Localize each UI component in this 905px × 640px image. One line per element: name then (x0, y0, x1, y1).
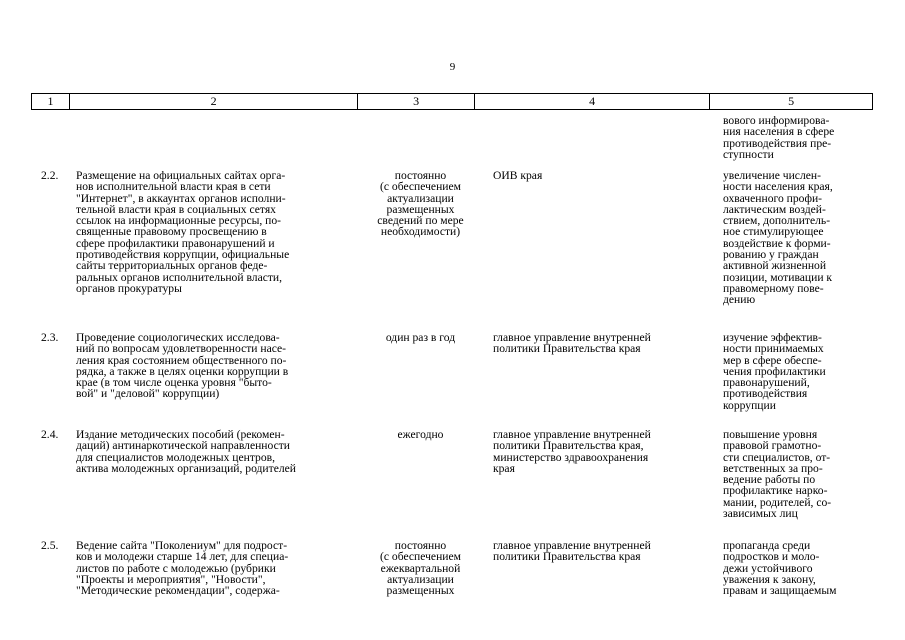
description-cell (76, 540, 288, 596)
row-number: 2.4. (41, 428, 59, 441)
term-cell (359, 332, 482, 343)
text-line: актуализации (387, 572, 454, 586)
text-line: края (493, 461, 515, 475)
text-line: лактическим воздей- (723, 202, 826, 216)
text-line: рядка, а также в целях оценки коррупции в (76, 364, 289, 378)
row-number: 2.2. (41, 169, 59, 182)
text-line: ков и молодежи старше 14 лет, для специа- (76, 550, 289, 564)
text-line: вового информирова- (723, 114, 830, 127)
column-header-3: 3 (358, 94, 475, 109)
text-line: противодействия пре- (723, 136, 832, 150)
text-line: дению (723, 293, 756, 307)
continuation-result-cell (723, 115, 834, 160)
text-line: коррупции (723, 398, 776, 412)
text-line: увеличение числен- (723, 169, 821, 182)
text-line: Издание методических пособий (рекомен- (76, 428, 285, 441)
text-line: позиции, мотивации к (723, 270, 833, 284)
executor-cell (493, 540, 651, 563)
text-line: мании, родителей, со- (723, 495, 832, 509)
text-line: ное стимулирующее (723, 225, 824, 239)
text-line: (с обеспечением (380, 550, 461, 564)
text-line: ствием, дополнитель- (723, 214, 831, 228)
text-line: пропаганда среди (723, 539, 811, 552)
text-line: правомерному пове- (723, 281, 824, 295)
text-line: вой" и "деловой" коррупции) (76, 387, 220, 401)
executor-cell (493, 170, 542, 181)
text-line: министерство здравоохранения (493, 450, 649, 464)
text-line: крае (в том числе оценка уровня "быто- (76, 376, 272, 390)
text-line: профилактике нарко- (723, 484, 828, 498)
text-line: "Методические рекомендации", содержа- (76, 584, 280, 598)
text-line: правам и защищаемым (723, 584, 837, 598)
text-line: размещенных (386, 584, 455, 598)
table-header-row (31, 93, 873, 110)
text-line: ния населения в сфере (723, 125, 835, 139)
text-line: ежегодно (397, 428, 444, 441)
text-line: Размещение на официальных сайтах орга- (76, 169, 286, 182)
row-number: 2.5. (41, 539, 59, 552)
text-line: политики Правительства края, (493, 439, 644, 453)
text-line: охваченного профи- (723, 191, 823, 205)
column-header-2: 2 (70, 94, 358, 109)
text-line: активной жизненной (723, 259, 827, 273)
text-line: ральных органов исполнительной власти, (76, 270, 283, 284)
text-line: (с обеспечением (380, 180, 461, 194)
text-line: сведений по мере (377, 214, 464, 228)
text-line: священные правовому просвещению в (76, 225, 267, 239)
text-line: главное управление внутренней (493, 539, 651, 552)
text-line: мер в сфере обеспе- (723, 353, 822, 367)
text-line: даций) антинаркотической направленности (76, 439, 291, 453)
executor-cell (493, 429, 651, 474)
description-cell (76, 170, 289, 294)
text-line: необходимости) (380, 225, 461, 239)
text-line: ведение работы по (723, 473, 816, 487)
row-number: 2.3. (41, 331, 59, 344)
result-cell (723, 170, 833, 306)
text-line: ссылок на информационные ресурсы, по- (76, 214, 282, 228)
text-line: ности принимаемых (723, 342, 824, 356)
text-line: сфере профилактики правонарушений и (76, 236, 275, 250)
text-line: органов прокуратуры (76, 281, 182, 295)
text-line: повышение уровня (723, 428, 818, 441)
description-cell (76, 429, 296, 474)
text-line: ления края состоянием общественного по- (76, 353, 287, 367)
text-line: чения профилактики (723, 364, 826, 378)
text-line: политики Правительства края (493, 550, 641, 564)
text-line: изучение эффектив- (723, 331, 822, 344)
text-line: сти специалистов, от- (723, 450, 831, 464)
term-cell (359, 429, 482, 440)
term-cell (359, 170, 482, 238)
text-line: рованию у граждан (723, 248, 819, 262)
text-line: ности населения края, (723, 180, 833, 194)
text-line: правовой грамотно- (723, 439, 822, 453)
text-line: "Интернет", в аккаунтах органов исполни- (76, 191, 286, 205)
executor-cell (493, 332, 651, 355)
text-line: ОИВ края (493, 169, 543, 182)
result-cell (723, 332, 826, 411)
text-line: нов исполнительной власти края в сети (76, 180, 271, 194)
text-line: правонарушений, (723, 376, 810, 390)
column-header-5: 5 (788, 94, 795, 108)
text-line: подростков и моло- (723, 550, 820, 564)
text-line: ступности (723, 147, 774, 161)
text-line: размещенных (386, 202, 455, 216)
column-header-1: 1 (32, 94, 70, 109)
description-cell (76, 332, 288, 400)
text-line: актива молодежных организаций, родителей (76, 461, 296, 475)
term-cell (359, 540, 482, 596)
text-line: Проведение социологических исследова- (76, 331, 280, 344)
text-line: ежеквартальной (380, 561, 461, 575)
text-line: противодействия (723, 387, 808, 401)
text-line: постоянно (394, 539, 447, 552)
text-line: дежи устойчивого (723, 561, 813, 575)
text-line: ветственных за про- (723, 461, 823, 475)
text-line: воздействие к форми- (723, 236, 831, 250)
column-header-4: 4 (475, 94, 710, 109)
result-cell (723, 429, 831, 519)
text-line: уважения к закону, (723, 572, 816, 586)
text-line: актуализации (387, 191, 454, 205)
page-number: 9 (449, 61, 456, 73)
text-line: "Проекты и мероприятия", "Новости", (76, 572, 266, 586)
text-line: один раз в год (385, 331, 456, 344)
text-line: тельной власти края в социальных сетях (76, 202, 276, 216)
text-line: листов по работе с молодежью (рубрики (76, 561, 276, 575)
text-line: главное управление внутренней (493, 331, 651, 344)
result-cell (723, 540, 837, 596)
text-line: зависимых лиц (723, 507, 798, 521)
text-line: противодействия коррупции, официальные (76, 248, 290, 262)
text-line: сайты территориальных органов феде- (76, 259, 268, 273)
text-line: главное управление внутренней (493, 428, 651, 441)
text-line: ний по вопросам удовлетворенности насе- (76, 342, 287, 356)
text-line: политики Правительства края (493, 342, 641, 356)
text-line: Ведение сайта "Поколениум" для подрост- (76, 539, 288, 552)
text-line: постоянно (394, 169, 447, 182)
text-line: для специалистов молодежных центров, (76, 450, 275, 464)
